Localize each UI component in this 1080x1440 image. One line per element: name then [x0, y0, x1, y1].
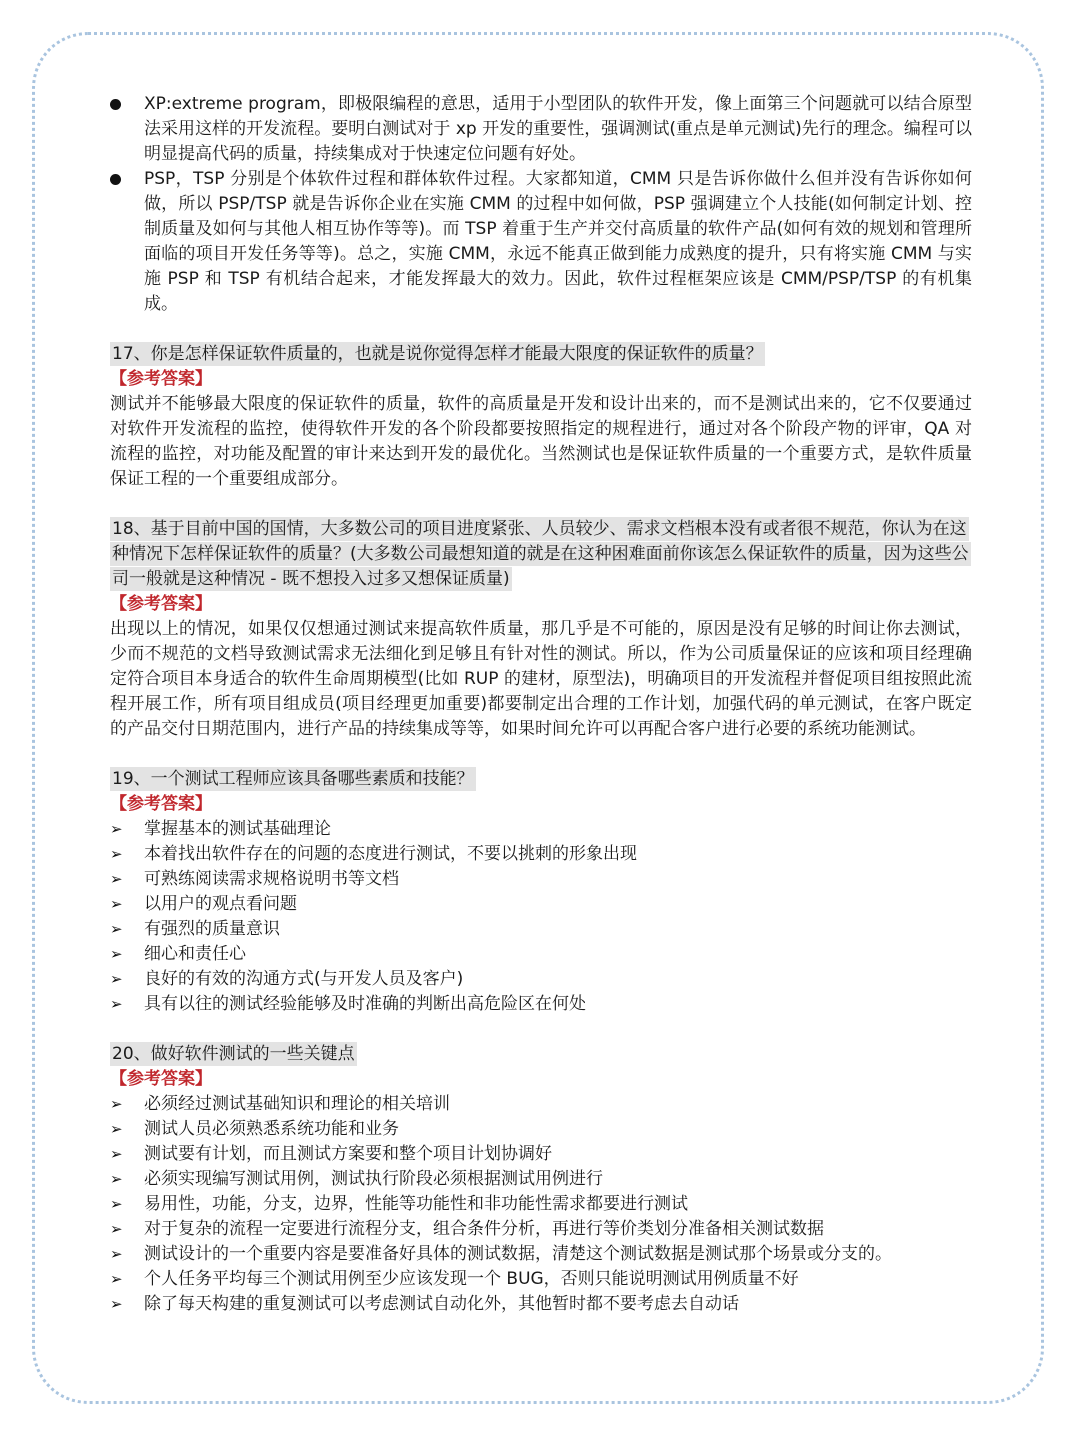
- list-item: ➢ 细心和责任心: [110, 942, 972, 967]
- arrow-bullet-icon: ➢: [110, 1270, 123, 1288]
- arrow-bullet-icon: ➢: [110, 1245, 123, 1263]
- list-item: ➢ 测试要有计划，而且测试方案要和整个项目计划协调好: [110, 1142, 972, 1167]
- list-item: ➢ 以用户的观点看问题: [110, 892, 972, 917]
- list-item: ➢ 必须经过测试基础知识和理论的相关培训: [110, 1092, 972, 1117]
- bullet-xp: [110, 92, 972, 167]
- arrow-bullet-icon: ➢: [110, 1195, 123, 1213]
- key-points-list: [110, 1092, 972, 1317]
- list-item: ➢ 良好的有效的沟通方式(与开发人员及客户): [110, 967, 972, 992]
- list-item: ➢ 本着找出软件存在的问题的态度进行测试，不要以挑刺的形象出现: [110, 842, 972, 867]
- arrow-bullet-icon: ➢: [110, 820, 123, 838]
- answer-label-17: 【参考答案】: [110, 369, 212, 389]
- document-body: [110, 92, 972, 1317]
- skills-list: [110, 817, 972, 1017]
- list-item: ➢ 对于复杂的流程一定要进行流程分支，组合条件分析，再进行等价类划分准备相关测试数据: [110, 1217, 972, 1242]
- bullet-xp-text: XP:extreme program，即极限编程的意思，适用于小型团队的软件开发，像上面第三个问题就可以结合原型法采用这样的开发流程。要明白测试对于 xp 开发的重要性，强调测试(重点是单元测试)先行的理念。编程可以明显提高代码的质量，持续集成对于快速定位问题有好处。: [144, 94, 972, 164]
- answer-17-text: 测试并不能够最大限度的保证软件的质量，软件的高质量是开发和设计出来的，而不是测试出来的，它不仅要通过对软件开发流程的监控，使得软件开发的各个阶段都要按照指定的规程进行，通过对各个阶段产物的评审，QA 对流程的监控，对功能及配置的审计来达到开发的最优化。当然测试也是保证软件质量的一个重要方式，是软件质量保证工程的一个重要组成部分。: [110, 394, 972, 489]
- arrow-bullet-icon: ➢: [110, 1120, 123, 1138]
- list-item: ➢ 个人任务平均每三个测试用例至少应该发现一个 BUG，否则只能说明测试用例质量不好: [110, 1267, 972, 1292]
- answer-label-20: 【参考答案】: [110, 1069, 212, 1089]
- arrow-bullet-icon: ➢: [110, 870, 123, 888]
- question-17-block: [110, 342, 972, 492]
- arrow-bullet-icon: ➢: [110, 920, 123, 938]
- question-18-block: [110, 517, 972, 742]
- question-20-block: [110, 1042, 972, 1317]
- arrow-bullet-icon: ➢: [110, 970, 123, 988]
- question-20-title: 20、做好软件测试的一些关键点: [112, 1044, 355, 1064]
- question-19-title: 19、一个测试工程师应该具备哪些素质和技能？: [112, 769, 474, 789]
- arrow-bullet-icon: ➢: [110, 995, 123, 1013]
- answer-label-19: 【参考答案】: [110, 794, 212, 814]
- list-item: ➢ 除了每天构建的重复测试可以考虑测试自动化外，其他暂时都不要考虑去自动话: [110, 1292, 972, 1317]
- list-item: ➢ 易用性，功能，分支，边界，性能等功能性和非功能性需求都要进行测试: [110, 1192, 972, 1217]
- list-item: ➢ 必须实现编写测试用例，测试执行阶段必须根据测试用例进行: [110, 1167, 972, 1192]
- arrow-bullet-icon: ➢: [110, 1145, 123, 1163]
- bullet-dot-icon: [110, 174, 121, 185]
- list-item: ➢ 掌握基本的测试基础理论: [110, 817, 972, 842]
- list-item: ➢ 测试人员必须熟悉系统功能和业务: [110, 1117, 972, 1142]
- question-19-block: [110, 767, 972, 1017]
- arrow-bullet-icon: ➢: [110, 1170, 123, 1188]
- list-item: ➢ 有强烈的质量意识: [110, 917, 972, 942]
- list-item: ➢ 测试设计的一个重要内容是要准备好具体的测试数据，清楚这个测试数据是测试那个场景或分支的。: [110, 1242, 972, 1267]
- arrow-bullet-icon: ➢: [110, 1095, 123, 1113]
- bullet-dot-icon: [110, 99, 121, 110]
- arrow-bullet-icon: ➢: [110, 845, 123, 863]
- answer-label-18: 【参考答案】: [110, 594, 212, 614]
- list-item: ➢ 可熟练阅读需求规格说明书等文档: [110, 867, 972, 892]
- arrow-bullet-icon: ➢: [110, 945, 123, 963]
- bullet-psp-tsp: [110, 167, 972, 317]
- list-item: ➢ 具有以往的测试经验能够及时准确的判断出高危险区在何处: [110, 992, 972, 1017]
- question-17-title: 17、你是怎样保证软件质量的，也就是说你觉得怎样才能最大限度的保证软件的质量？: [112, 344, 763, 364]
- bullet-psp-tsp-text: PSP，TSP 分别是个体软件过程和群体软件过程。大家都知道，CMM 只是告诉你做什么但并没有告诉你如何做，所以 PSP/TSP 就是告诉你企业在实施 CMM 的过程中如何做，PSP 强调建立个人技能(如何制定计划、控制质量及如何与其他人相互协作等等)。而 TSP 着重于生产并交付高质量的软件产品(如何有效的规划和管理所面临的项目开发任务等等)。总之，实施 CMM，永远不能真正做到能力成熟度的提升，只有将实施 CMM 与实施 PSP 和 TSP 有机结合起来，才能发挥最大的效力。因此，软件过程框架应该是 CMM/PSP/TSP 的有机集成。: [144, 169, 972, 314]
- answer-18-text: 出现以上的情况，如果仅仅想通过测试来提高软件质量，那几乎是不可能的，原因是没有足够的时间让你去测试，少而不规范的文档导致测试需求无法细化到足够且有针对性的测试。所以，作为公司质量保证的应该和项目经理确定符合项目本身适合的软件生命周期模型(比如 RUP 的建材，原型法)，明确项目的开发流程并督促项目组按照此流程开展工作，所有项目组成员(项目经理更加重要)都要制定出合理的工作计划，加强代码的单元测试，在客户既定的产品交付日期范围内，进行产品的持续集成等等，如果时间允许可以再配合客户进行必要的系统功能测试。: [110, 619, 972, 739]
- arrow-bullet-icon: ➢: [110, 895, 123, 913]
- arrow-bullet-icon: ➢: [110, 1295, 123, 1313]
- question-18-title: 18、基于目前中国的国情，大多数公司的项目进度紧张、人员较少、需求文档根本没有或者很不规范，你认为在这种情况下怎样保证软件的质量？(大多数公司最想知道的就是在这种困难面前你该怎么保证软件的质量，因为这些公司一般就是这种情况 - 既不想投入过多又想保证质量): [112, 519, 969, 589]
- arrow-bullet-icon: ➢: [110, 1220, 123, 1238]
